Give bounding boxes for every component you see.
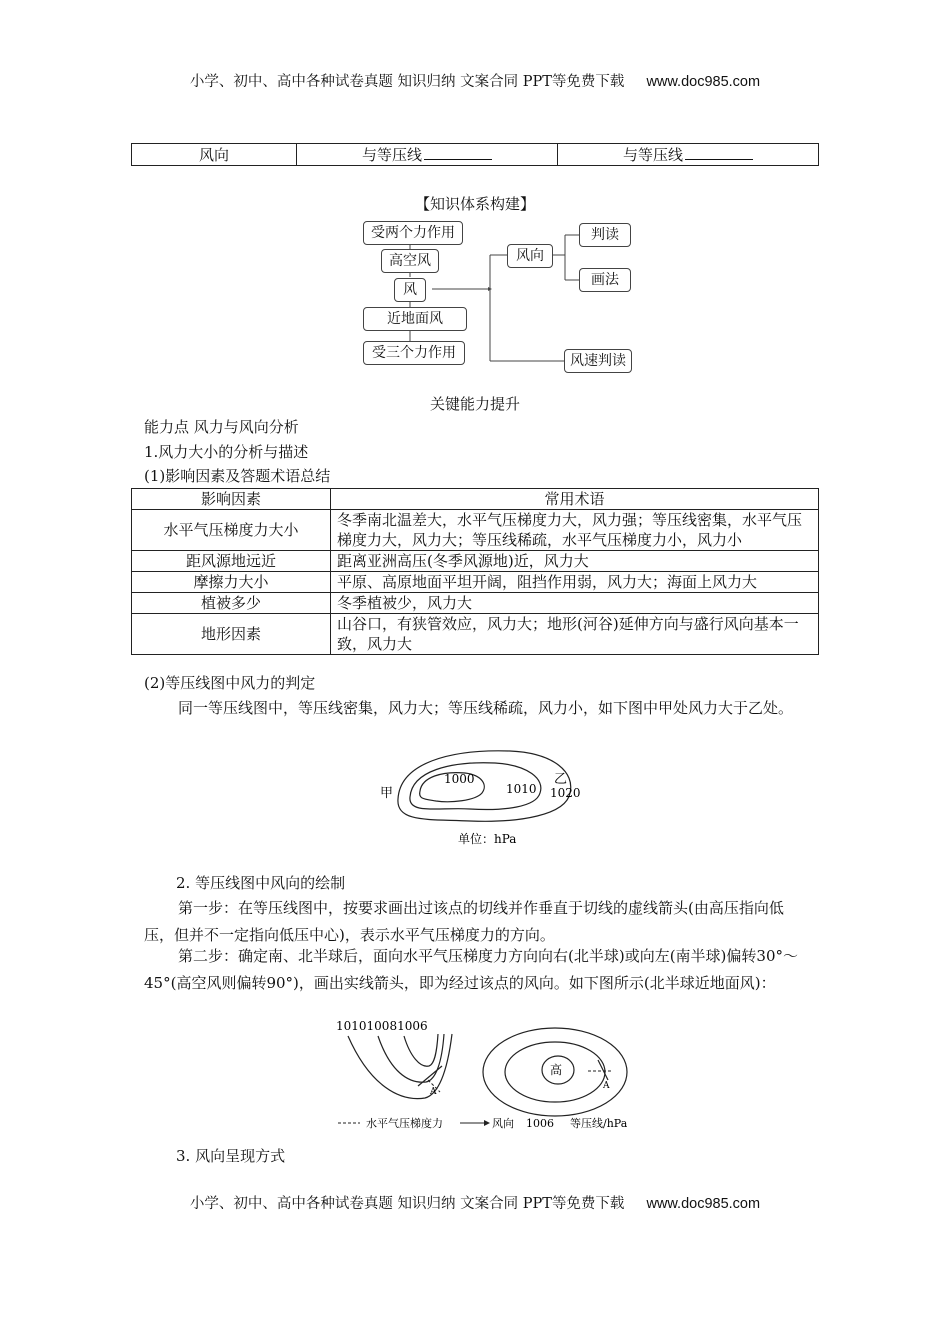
paragraph-1: 同一等压线图中，等压线密集，风力大；等压线稀疏，风力小，如下图中甲处风力大于乙处。 bbox=[178, 699, 794, 717]
label-1020: 1020 bbox=[550, 786, 581, 800]
subheading-3: 3. 风向呈现方式 bbox=[176, 1147, 286, 1165]
table-cell: 植被多少 bbox=[132, 593, 331, 614]
tangent-line bbox=[418, 1066, 442, 1086]
node-high-wind: 高空风 bbox=[381, 249, 439, 273]
subheading-2: 2. 等压线图中风向的绘制 bbox=[176, 874, 346, 892]
page-footer bbox=[0, 1192, 950, 1213]
factor-table bbox=[131, 488, 819, 655]
node-draw: 画法 bbox=[579, 268, 631, 292]
table-cell: 地形因素 bbox=[132, 614, 331, 655]
legend-wind: 风向 bbox=[492, 1117, 514, 1130]
table-header: 影响因素 bbox=[132, 489, 331, 510]
high-label: 高 bbox=[550, 1063, 563, 1077]
label-1010: 1010 bbox=[506, 782, 537, 796]
table-cell: 距风源地远近 bbox=[132, 551, 331, 572]
label-jia: 甲 bbox=[380, 786, 394, 801]
subheading-1-1: (1)影响因素及答题术语总结 bbox=[144, 467, 331, 485]
node-interpret: 判读 bbox=[579, 223, 631, 247]
table-cell: 山谷口，有狭管效应，风力大；地形(河谷)延伸方向与盛行风向基本一致，风力大 bbox=[331, 614, 819, 655]
knowledge-title: 【知识体系构建】 bbox=[414, 195, 535, 213]
table-cell: 摩擦力大小 bbox=[132, 572, 331, 593]
subheading-1: 1.风力大小的分析与描述 bbox=[144, 443, 309, 461]
legend-isobar: 等压线/hPa bbox=[570, 1117, 628, 1130]
header-text: 小学、初中、高中各种试卷真题 知识归纳 文案合同 PPT等免费下载 bbox=[189, 74, 625, 90]
legend-gradient: 水平气压梯度力 bbox=[366, 1117, 443, 1130]
table-cell: 水平气压梯度力大小 bbox=[132, 510, 331, 551]
legend-isobar-value: 1006 bbox=[526, 1117, 554, 1130]
isobar-values-label: 101010081006 bbox=[336, 1019, 428, 1033]
step-1: 第一步：在等压线图中，按要求画出过该点的切线并作垂直于切线的虚线箭头(由高压指向低压，但并不一定指向低压中心)，表示水平气压梯度力的方向。 bbox=[144, 899, 784, 944]
node-two-forces: 受两个力作用 bbox=[363, 221, 463, 245]
top-table-cell: 风向 bbox=[132, 144, 297, 166]
table-cell: 距离亚洲高压(冬季风源地)近，风力大 bbox=[331, 551, 819, 572]
point-a-label: A bbox=[603, 1081, 610, 1091]
isobar-1006 bbox=[404, 1034, 438, 1066]
footer-text: 小学、初中、高中各种试卷真题 知识归纳 文案合同 PPT等免费下载 bbox=[189, 1196, 625, 1212]
footer-url: www.doc985.com bbox=[646, 1196, 761, 1212]
step-2: 第二步：确定南、北半球后，面向水平气压梯度力方向向右(北半球)或向左(南半球)偏转30°～45°(高空风则偏转90°)，画出实线箭头，即为经过该点的风向。如下图所示(北半球近地面风)： bbox=[144, 947, 798, 992]
answer-blank bbox=[685, 147, 753, 160]
isobar-figure-1 bbox=[370, 745, 610, 850]
table-row bbox=[132, 593, 819, 614]
top-table-cell: 与等压线 bbox=[558, 144, 819, 166]
header-url: www.doc985.com bbox=[646, 74, 761, 90]
top-table bbox=[131, 143, 819, 166]
table-row bbox=[132, 614, 819, 655]
table-row bbox=[132, 551, 819, 572]
unit-label: 单位：hPa bbox=[458, 832, 517, 846]
node-three-forces: 受三个力作用 bbox=[363, 341, 465, 365]
answer-blank bbox=[424, 147, 492, 160]
node-speed: 风速判读 bbox=[564, 349, 632, 373]
point-title: 能力点 风力与风向分析 bbox=[144, 418, 299, 436]
node-near-ground: 近地面风 bbox=[363, 307, 467, 331]
table-cell: 冬季南北温差大，水平气压梯度力大，风力强；等压线密集，水平气压梯度力大，风力大；等压线稀疏，水平气压梯度力小，风力小 bbox=[331, 510, 819, 551]
table-cell: 冬季植被少，风力大 bbox=[331, 593, 819, 614]
node-direction: 风向 bbox=[507, 244, 553, 268]
table-row bbox=[132, 510, 819, 551]
point-a-label: A bbox=[430, 1087, 437, 1097]
label-1000: 1000 bbox=[444, 772, 475, 786]
page-header bbox=[0, 70, 950, 91]
table-row bbox=[132, 572, 819, 593]
top-table-cell: 与等压线 bbox=[297, 144, 558, 166]
table-header: 常用术语 bbox=[331, 489, 819, 510]
label-yi: 乙 bbox=[554, 772, 568, 787]
section-title: 关键能力提升 bbox=[429, 395, 520, 413]
table-cell: 平原、高原地面平坦开阔，阻挡作用弱，风力大；海面上风力大 bbox=[331, 572, 819, 593]
subheading-1-2: (2)等压线图中风力的判定 bbox=[144, 674, 316, 692]
node-wind: 风 bbox=[394, 278, 426, 302]
wind-direction-figure bbox=[330, 1016, 650, 1134]
